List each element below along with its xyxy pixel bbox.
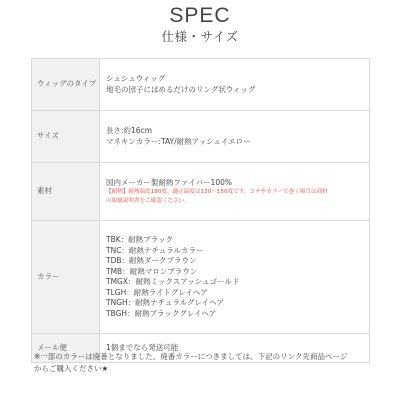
type-line-1: シュシュウィッグ <box>106 74 166 83</box>
page-title: SPEC <box>169 4 231 27</box>
color-item-tdb: TDB：耐熱ダークブラウン <box>106 256 197 265</box>
footer-line-1: ※一部のカラーは廃番となりました。廃番カラーにつきましては、下記のリンク先商品ページ <box>34 352 348 361</box>
spec-label-mail: メール便 <box>32 334 100 363</box>
footer-line-2: からご購入ください★ <box>34 364 109 373</box>
spec-value-type <box>100 59 370 111</box>
spec-row-size <box>32 111 370 163</box>
spec-label-color: カラー <box>32 221 100 334</box>
color-item-tmb: TMB：耐熱マロンブラウン <box>106 266 198 276</box>
color-item-tbgh: TBGH：耐熱ブラックグレイヘア <box>106 308 217 318</box>
spec-label-material: 素材 <box>32 163 100 221</box>
spec-value-size <box>100 111 370 163</box>
color-item-tngh: TNGH：耐熱ナチュラルグレイヘア <box>106 298 224 307</box>
spec-label-size: サイズ <box>32 111 100 163</box>
color-item-tnc: TNC：耐熱ナチュラルカラー <box>106 245 204 255</box>
type-line-2: 地毛の団子にはめるだけのリング状ウィッグ <box>106 84 256 94</box>
mail-line-1: 1個までなら発送可能 <box>106 342 179 352</box>
spec-label-type: ウィッグのタイプ <box>32 59 100 111</box>
color-item-tbk: TBK：耐熱ブラック <box>106 235 173 244</box>
color-item-tmgx: TMGX：耐熱ミックスアッシュゴールド <box>106 277 240 286</box>
spec-value-color <box>100 221 370 334</box>
material-note-2: の取扱説明書をご確認ください。 <box>106 197 190 204</box>
spec-row-type <box>32 59 370 111</box>
size-line-1: 長さ:約16cm <box>106 126 152 135</box>
size-line-2: マネキンカラー:TAY/耐熱アッシュイエロー <box>106 136 251 146</box>
spec-value-material <box>100 163 370 221</box>
color-item-tlgh: TLGH：耐熱ライトグレイヘア <box>106 287 208 297</box>
spec-row-material <box>32 163 370 221</box>
spec-table <box>31 58 370 363</box>
material-line-1: 国内メーカー製耐熱ファイバー100% <box>106 177 232 187</box>
spec-row-color <box>32 221 370 334</box>
page-subtitle: 仕様・サイズ <box>161 29 239 44</box>
material-note-1: 【耐熱】耐熱温度180度、適正温度は130〜150度です。コテやカラーで巻く場合は商材 <box>106 189 328 196</box>
footer-note <box>34 351 374 375</box>
